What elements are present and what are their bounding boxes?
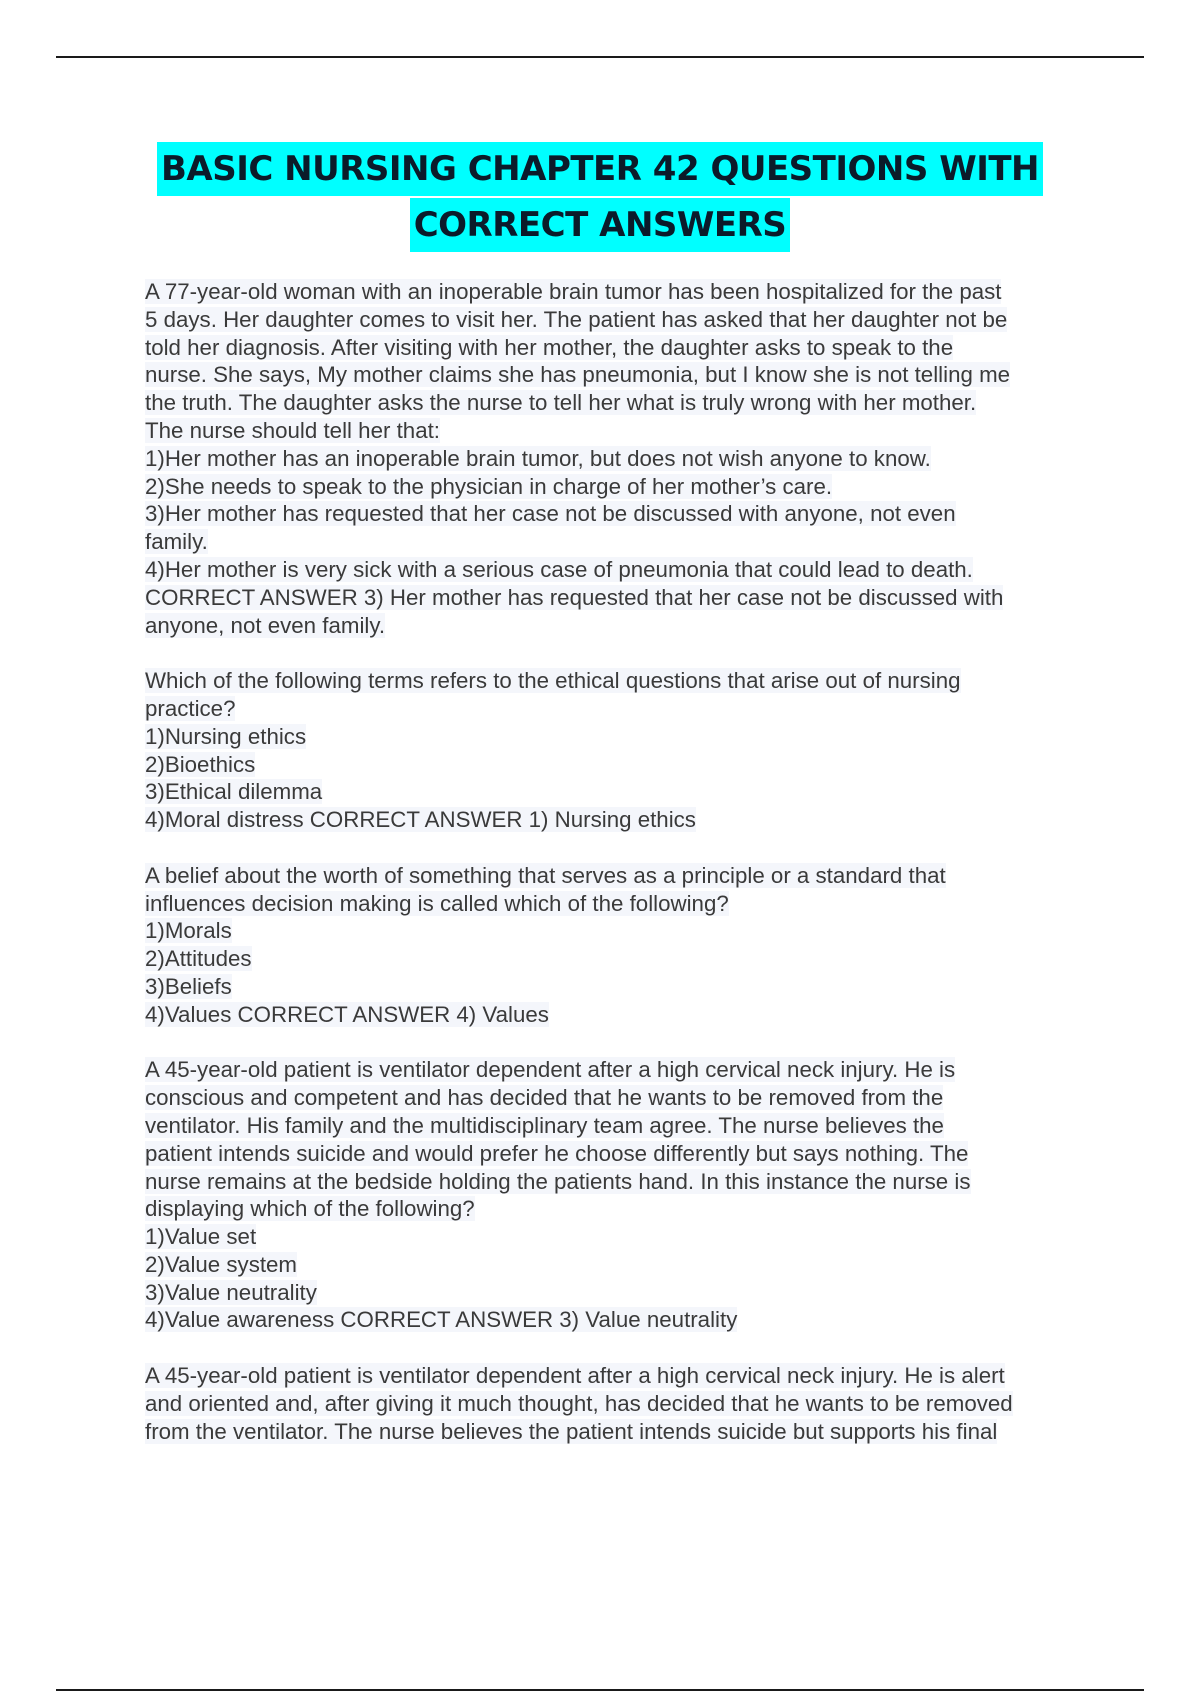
question-line-text: The nurse should tell her that: xyxy=(145,417,440,443)
question-line-text: A belief about the worth of something that serves as a principle or a standard that xyxy=(145,862,946,888)
question-line xyxy=(145,945,1095,973)
question-line-text: A 45-year-old patient is ventilator dependent after a high cervical neck injury. He is alert xyxy=(145,1363,1005,1389)
question-line xyxy=(145,1223,1095,1251)
question-line-text: 1)Her mother has an inoperable brain tumor, but does not wish anyone to know. xyxy=(145,445,931,471)
question-line-text: 1)Value set xyxy=(145,1224,257,1250)
question-line-text: 3)Ethical dilemma xyxy=(145,779,323,805)
question-line xyxy=(145,556,1095,584)
question-line xyxy=(145,361,1095,389)
question-line xyxy=(145,417,1095,445)
question-line xyxy=(145,1168,1095,1196)
question-line-text: 2)Value system xyxy=(145,1251,298,1277)
question-line xyxy=(145,1195,1095,1223)
question-line xyxy=(145,1140,1095,1168)
question-line xyxy=(145,584,1095,612)
question-line-text: A 45-year-old patient is ventilator dependent after a high cervical neck injury. He is xyxy=(145,1057,956,1083)
question-line xyxy=(145,334,1095,362)
document-title xyxy=(100,142,1100,254)
question-line-text: 2)She needs to speak to the physician in charge of her mother’s care. xyxy=(145,473,833,499)
question-line xyxy=(145,862,1095,890)
question-line-text: 4)Her mother is very sick with a serious case of pneumonia that could lead to death. xyxy=(145,556,973,582)
question-block xyxy=(145,862,1095,1029)
question-line xyxy=(145,1001,1095,1029)
question-line xyxy=(145,389,1095,417)
question-line xyxy=(145,1056,1095,1084)
question-line xyxy=(145,1390,1095,1418)
question-line xyxy=(145,528,1095,556)
question-block xyxy=(145,667,1095,834)
question-line-text: 3)Her mother has requested that her case not be discussed with anyone, not even xyxy=(145,501,956,527)
question-line xyxy=(145,1306,1095,1334)
question-line-text: 1)Nursing ethics xyxy=(145,723,307,749)
title-line-2: CORRECT ANSWERS xyxy=(410,198,791,252)
question-line-text: from the ventilator. The nurse believes the patient intends suicide but supports his final xyxy=(145,1418,998,1444)
question-line-text: conscious and competent and has decided that he wants to be removed from the xyxy=(145,1085,944,1111)
question-line xyxy=(145,445,1095,473)
question-line xyxy=(145,667,1095,695)
question-line-text: 2)Attitudes xyxy=(145,946,252,972)
question-line xyxy=(145,695,1095,723)
question-line-text: displaying which of the following? xyxy=(145,1196,475,1222)
question-line xyxy=(145,1362,1095,1390)
question-line xyxy=(145,806,1095,834)
question-line-text: family. xyxy=(145,529,208,555)
question-line xyxy=(145,1418,1095,1446)
question-line-text: 5 days. Her daughter comes to visit her. The patient has asked that her daughter not be xyxy=(145,306,1008,332)
question-line-text: and oriented and, after giving it much thought, has decided that he wants to be removed xyxy=(145,1390,1013,1416)
question-line-text: the truth. The daughter asks the nurse to tell her what is truly wrong with her mother. xyxy=(145,390,977,416)
question-line-text: 2)Bioethics xyxy=(145,751,256,777)
question-line-text: 1)Morals xyxy=(145,918,232,944)
question-line-text: anyone, not even family. xyxy=(145,612,386,638)
question-line xyxy=(145,778,1095,806)
question-line xyxy=(145,1279,1095,1307)
top-rule xyxy=(56,56,1144,58)
question-line-text: 3)Beliefs xyxy=(145,973,232,999)
questions-body xyxy=(145,278,1095,1473)
question-line-text: Which of the following terms refers to the ethical questions that arise out of nursing xyxy=(145,668,961,694)
question-line xyxy=(145,612,1095,640)
question-line-text: nurse remains at the bedside holding the patients hand. In this instance the nurse is xyxy=(145,1168,971,1194)
question-line xyxy=(145,751,1095,779)
question-line xyxy=(145,917,1095,945)
question-line xyxy=(145,723,1095,751)
question-line xyxy=(145,306,1095,334)
question-line-text: practice? xyxy=(145,695,236,721)
question-line-text: 4)Moral distress CORRECT ANSWER 1) Nursing ethics xyxy=(145,807,696,833)
question-line xyxy=(145,500,1095,528)
question-line xyxy=(145,1084,1095,1112)
question-block xyxy=(145,278,1095,639)
question-line xyxy=(145,973,1095,1001)
question-line-text: 4)Values CORRECT ANSWER 4) Values xyxy=(145,1001,549,1027)
question-line xyxy=(145,1112,1095,1140)
question-line-text: told her diagnosis. After visiting with her mother, the daughter asks to speak to the xyxy=(145,334,954,360)
question-block xyxy=(145,1056,1095,1334)
question-line xyxy=(145,473,1095,501)
question-line-text: ventilator. His family and the multidisciplinary team agree. The nurse believes the xyxy=(145,1112,944,1138)
question-line-text: CORRECT ANSWER 3) Her mother has requested that her case not be discussed with xyxy=(145,584,1004,610)
bottom-rule xyxy=(56,1689,1144,1691)
question-line-text: 4)Value awareness CORRECT ANSWER 3) Value neutrality xyxy=(145,1307,738,1333)
question-line-text: 3)Value neutrality xyxy=(145,1279,317,1305)
question-line xyxy=(145,890,1095,918)
question-line xyxy=(145,1251,1095,1279)
question-line-text: patient intends suicide and would prefer he choose differently but says nothing. The xyxy=(145,1140,969,1166)
question-block xyxy=(145,1362,1095,1445)
title-line-1: BASIC NURSING CHAPTER 42 QUESTIONS WITH xyxy=(157,142,1043,196)
question-line-text: influences decision making is called which of the following? xyxy=(145,890,729,916)
question-line xyxy=(145,278,1095,306)
question-line-text: nurse. She says, My mother claims she has pneumonia, but I know she is not telling me xyxy=(145,362,1011,388)
question-line-text: A 77-year-old woman with an inoperable brain tumor has been hospitalized for the past xyxy=(145,279,1002,304)
